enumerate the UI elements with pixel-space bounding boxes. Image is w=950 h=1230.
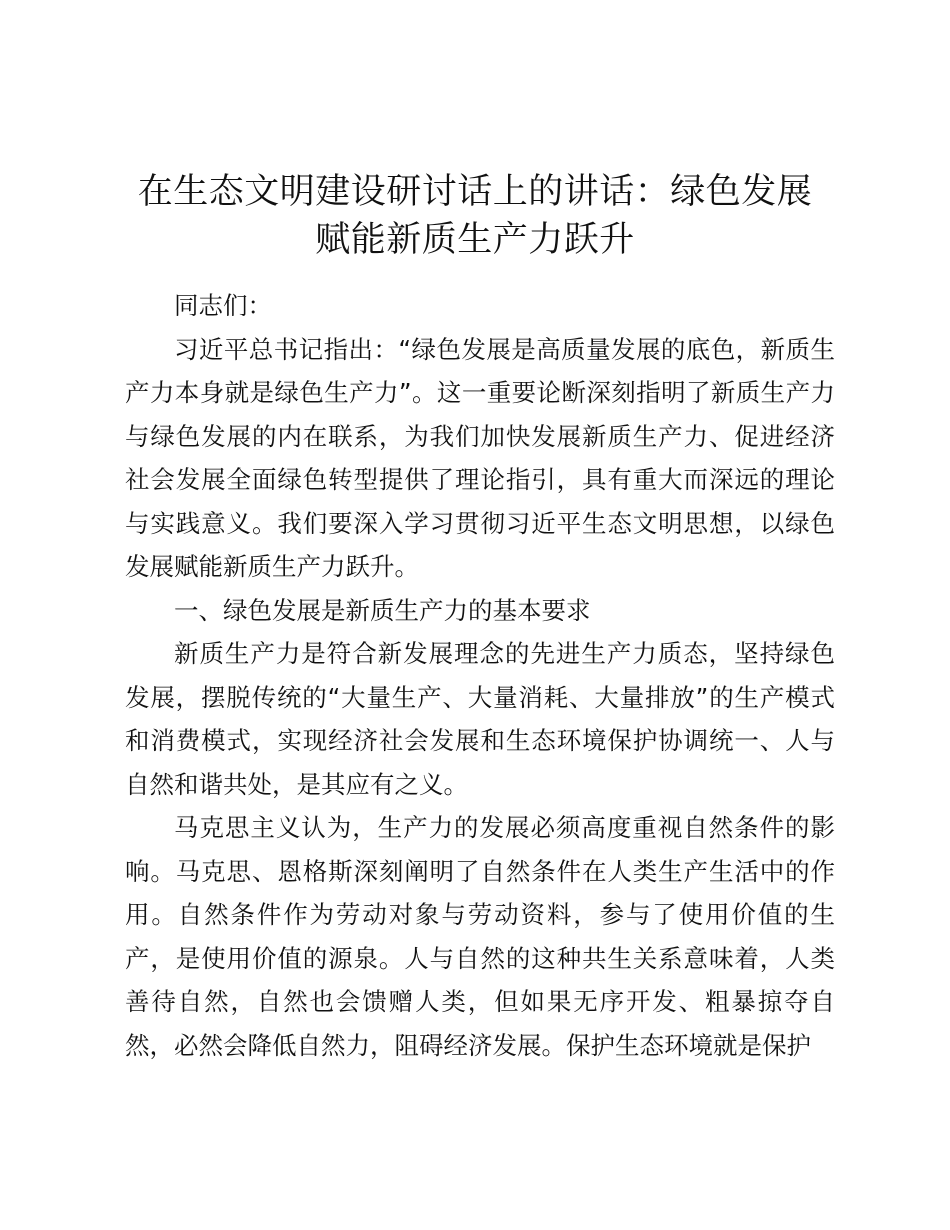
document-title: 在生态文明建设研讨话上的讲话：绿色发展赋能新质生产力跃升	[137, 172, 813, 260]
salutation-paragraph: 同志们：	[174, 291, 272, 320]
body-paragraph: 新质生产力是符合新发展理念的先进生产力质态，坚持绿色发展，摆脱传统的“大量生产、大量消耗、大量排放”的生产模式和消费模式，实现经济社会发展和生态环境保护协调统一、人与自然和谐共处，是其应有之义。	[125, 639, 835, 799]
document-body	[125, 284, 835, 1067]
intro-paragraph: 习近平总书记指出：“绿色发展是高质量发展的底色，新质生产力本身就是绿色生产力”。这一重要论断深刻指明了新质生产力与绿色发展的内在联系，为我们加快发展新质生产力、促进经济社会发展全面绿色转型提供了理论指引，具有重大而深远的理论与实践意义。我们要深入学习贯彻习近平生态文明思想，以绿色发展赋能新质生产力跃升。	[125, 334, 835, 581]
body-paragraph: 马克思主义认为，生产力的发展必须高度重视自然条件的影响。马克思、恩格斯深刻阐明了自然条件在人类生产生活中的作用。自然条件作为劳动对象与劳动资料，参与了使用价值的生产，是使用价值的源泉。人与自然的这种共生关系意味着，人类善待自然，自然也会馈赠人类，但如果无序开发、粗暴掠夺自然，必然会降低自然力，阻碍经济发展。保护生态环境就是保护	[125, 813, 835, 1060]
section-heading: 一、绿色发展是新质生产力的基本要求	[174, 595, 591, 625]
